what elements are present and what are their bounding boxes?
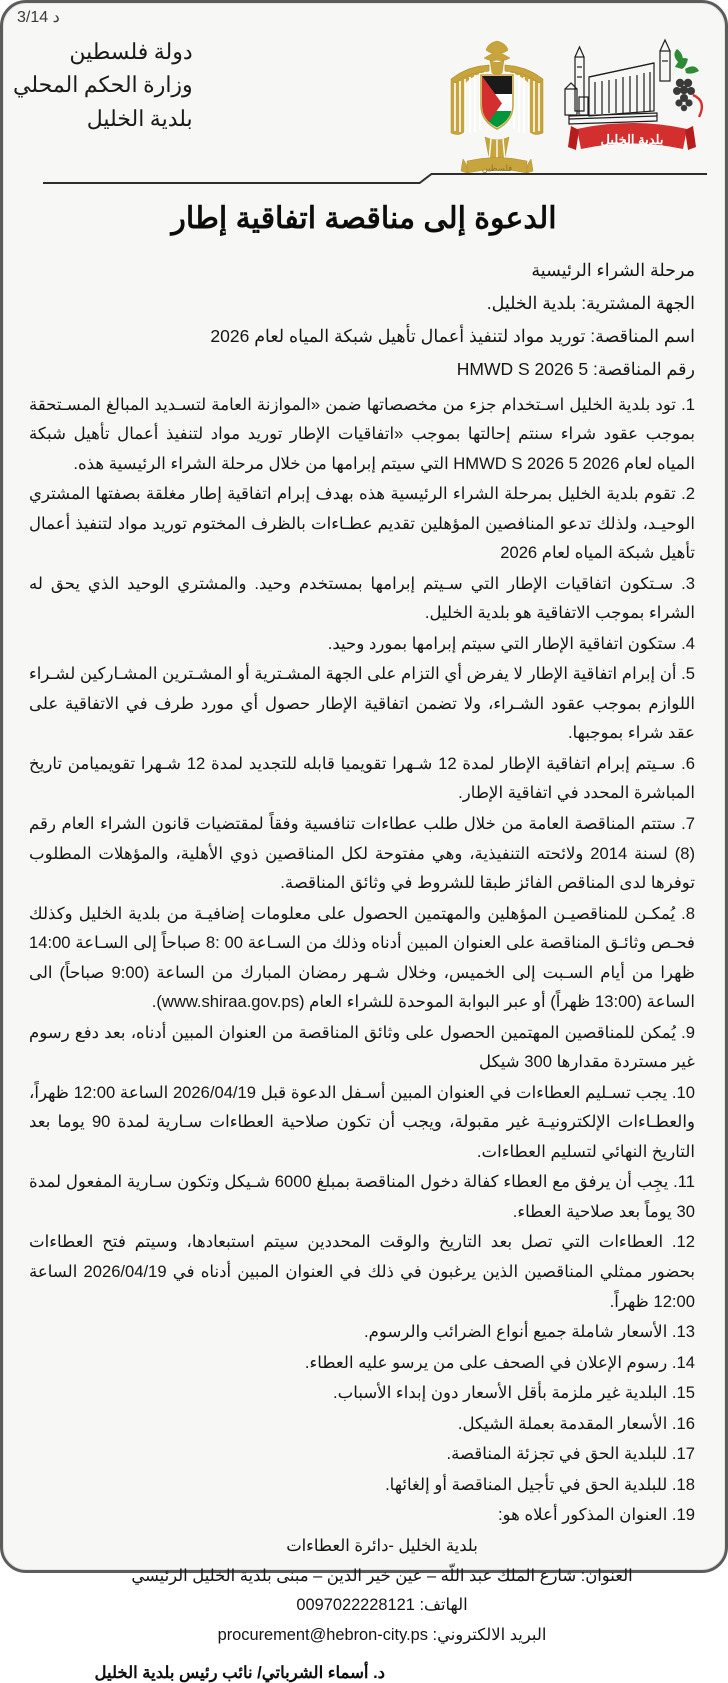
clause-item: 3. سـتكون اتفاقيات الإطار التي سـيتم إبرامها بمستخدم وحيد. والمشتري الوحيد الذي يحق له الشراء بموجب الاتفاقية هو بلدية الخليل. [29,573,695,623]
meta-tender-name: اسم المناقصة: توريد مواد لتنفيذ أعمال تأهيل شبكة المياه لعام 2026 [210,325,695,346]
header-titles [13,17,201,135]
clause-item: 19. العنوان المذكور أعلاه هو: [497,1505,695,1525]
clause-item: 12. العطاءات التي تصل بعد التاريخ والوقت المحددين سيتم استبعادها، وسيتم فتح العطاءات بحضور ممثلي المناقصين الذين يرغبون في ذلك في العنوان المبين أدناه في 2026/04/19 الساعة 12:00 ظهراً. [29,1232,695,1311]
clause-item: 11. يجِب أن يرفق مع العطاء كفالة دخول المناقصة بمبلغ 6000 شـيكل وتكون سـارية المفعول لمدة 30 يوماً بعد صلاحية العطاء. [29,1172,695,1221]
clause-item: 8. يُمكـن للمناقصيـن المؤهلين والمهتمين الحصول على معلومات إضافيـة من بلدية الخليل وكذلك فحـص وثائـق المناقصة على العنوان المبين أدناه وذلك من السـاعة 00 :8 صباحاً إلى السـاعة 14:00 ظهرا من أيام السـبت إلى الخميس، وخلال شـهر رمضان المبارك من الساعة (9:00 صباحاً) الى الساعة (13:00 ظهراً) أو عبر البوابة الموحدة للشراء العام (www.shiraa.gov.ps). [29,903,695,1012]
eagle-scroll-caption: فلسطين [481,163,513,173]
clause-item: 16. الأسعار المقدمة بعملة الشيكل. [457,1413,695,1433]
clause-item: 14. رسوم الإعلان في الصحف على من يرسو عليه العطاء. [304,1352,695,1372]
meta-buyer: الجهة المشترية: بلدية الخليل. [486,292,695,313]
clause-item: 15. البلدية غير ملزمة بأقل الأسعار دون إبداء الأسباب. [333,1383,695,1403]
clause-list [29,390,695,1530]
logo-banner [568,123,696,150]
meta-stage: مرحلة الشراء الرئيسية [531,260,695,280]
clause-item: 4. ستكون اتفاقية الإطار التي سيتم إبرامها بمورد وحيد. [327,633,695,653]
address-phone: الهاتف: 0097022228121 [296,1596,468,1615]
meta-tender-number: رقم المناقصة: 5 HMWD S 2026 [456,358,695,379]
address-street: العنوان: شارع الملك عبد اللّه – عين خير الدين – مبنى بلدية الخليل الرئيسي [131,1566,633,1585]
header-title-ministry: وزارة الحكم المحلي [13,72,193,98]
grapes-emblem [673,49,702,117]
page-marker: د 3/14 [17,9,60,26]
hebron-municipality-logo [557,33,707,161]
address-email: البريد الالكتروني: procurement@hebron-city.ps [217,1626,547,1645]
document-header [3,3,725,171]
document-body [3,236,725,1683]
header-title-municipality: بلدية الخليل [86,105,193,131]
clause-item: 5. أن إبرام اتفاقية الإطار لا يفرض أي التزام على الجهة المشـترية أو المشـترين المشـاركين لشـراء اللوازم بموجب عقود الشـراء، ولا تضمن اتفاقية الإطار حصول أي مورد طرف في الاتفاقية على عقد شراء بموجبها. [29,664,695,743]
signature-line: د. أسماء الشرباتي/ نائب رئيس بلدية الخليل [94,1664,385,1683]
header-title-state: دولة فلسطين [69,39,193,64]
header-logos [437,17,707,183]
palestine-eagle-emblem [441,33,553,183]
address-block [29,1532,695,1651]
clause-item: 17. للبلدية الحق في تجزئة المناقصة. [446,1444,695,1464]
clause-item: 7. ستتم المناقصة العامة من خلال طلب عطاءات تنافسية وفقاً لمقتضيات قانون الشراء العام رقم (8) لسنة 2014 ولائحته التنفيذية، وهي مفتوحة لكل المناقصين ذوي الأهلية، والمؤهلات المطلوب توفرها لدى المناقص الفائز طبقا للشروط في وثائق المناقصة. [29,814,695,893]
clause-item: 9. يُمكن للمناقصين المهتمين الحصول على وثائق المناقصة من العنوان المبين أدناه، بعد دفع رسوم غير مستردة مقدارها 300 شيكل [29,1022,695,1072]
page-title: الدعوة إلى مناقصة اتفاقية إطار [171,202,557,235]
hebron-logo-caption: بلدية الخليل [600,132,664,147]
address-department: بلدية الخليل -دائرة العطاءات [286,1536,478,1555]
clause-item: 18. للبلدية الحق في تأجيل المناقصة أو إلغائها. [385,1474,695,1494]
clause-item: 13. الأسعار شاملة جميع أنواع الضرائب والرسوم. [364,1322,695,1342]
clause-item: 1. تود بلدية الخليل اسـتخدام جزء من مخصصاتها ضمن «الموازنة العامة لتسـديد المبالغ المسـتحقة بموجب عقود شراء سنتم إحالتها بموجب «اتفاقيات الإطار توريد مواد لتنفيذ أعمال تأهيل شبكة المياه لعام 2026 5 HMWD S 2026 التي سيتم إبرامها من خلال مرحلة الشراء الرئيسية هذه. [29,394,695,473]
clause-item: 6. سـيتم إبرام اتفاقية الإطار لمدة 12 شـهرا تقويميا قابله للتجديد لمدة 12 شـهرا تقويميامن تاريخ المباشرة المحدد في اتفاقية الإطار. [29,753,695,803]
header-divider [43,171,707,187]
clause-item: 10. يجب تسـليم العطاءات في العنوان المبين أسـفل الدعوة قبل 2026/04/19 الساعة 12:00 ظهراً، والعطـاءات الإلكترونيـة غير مقبولة، ويجب أن تكون صلاحية العطاءات سـارية لمدة 90 يوما بعد التاريخ النهائي لتسليم العطاءات. [29,1082,696,1161]
clause-item: 2. تقوم بلدية الخليل بمرحلة الشراء الرئيسية هذه بهدف إبرام اتفاقية إطار مغلقة بصفتها المشتري الوحيـد، ولذلك تدعو المنافصين المؤهلين تقديم عطـاءات بالظرف المختوم توريد مواد لتنفيذ أعمال تأهيل شبكة المياه لعام 2026 [29,484,695,563]
